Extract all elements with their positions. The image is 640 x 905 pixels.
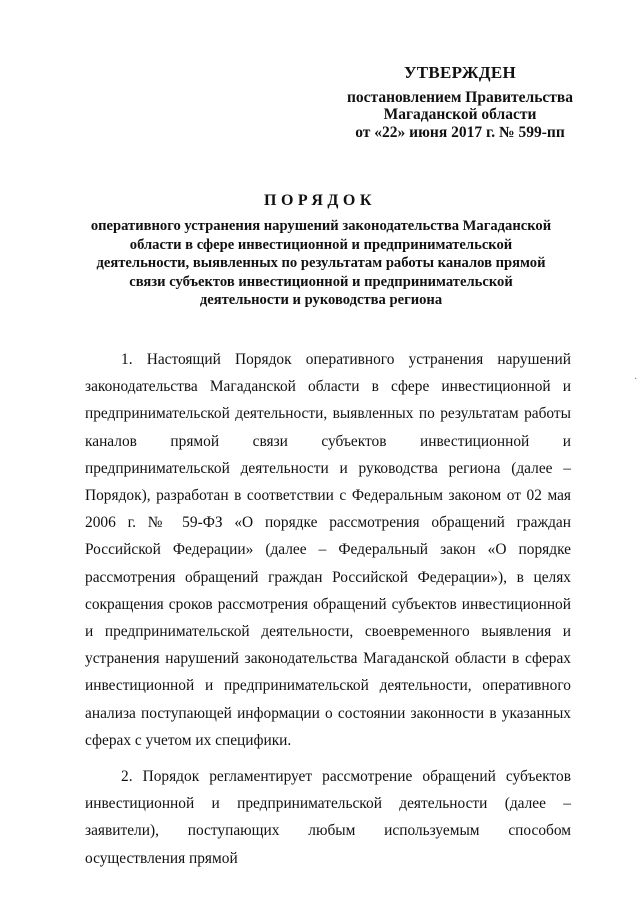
document-subtitle: [86, 217, 556, 310]
document-body: [85, 346, 571, 881]
paragraph-1: 1. Настоящий Порядок оперативного устранения нарушений законодательства Магаданской области в сфере инвестиционной и предпринимательской деятельности, выявленных по результатам работы каналов прямой связи субъектов инвестиционной и предпринимательской деятельности и руководства региона (далее – Порядок), разработан в соответствии с Федеральным законом от 02 мая 2006 г. № 59-ФЗ «О порядке рассмотрения обращений граждан Российской Федерации» (далее – Федеральный закон «О порядке рассмотрения обращений граждан Российской Федерации»), в целях сокращения сроков рассмотрения обращений субъектов инвестиционной и предпринимательской деятельности, своевременного выявления и устранения нарушений законодательства Магаданской области в сферах инвестиционной и предпринимательской деятельности, оперативного анализа поступающей информации о состоянии законности в указанных сферах с учетом их специфики.: [85, 351, 571, 749]
document-title: ПОРЯДОК: [264, 192, 376, 209]
subtitle-line: деятельности, выявленных по результатам работы каналов прямой: [96, 255, 546, 272]
approval-stamp: [340, 64, 580, 141]
subtitle-line: деятельности и руководства региона: [199, 292, 443, 309]
subtitle-line: области в сфере инвестиционной и предпринимательской: [129, 236, 513, 253]
approval-line: от «22» июня 2017 г. № 599-пп: [355, 123, 565, 141]
subtitle-line: оперативного устранения нарушений законодательства Магаданской: [90, 218, 552, 234]
approval-line: постановлением Правительства: [346, 88, 574, 106]
subtitle-line: связи субъектов инвестиционной и предпринимательской: [129, 273, 513, 290]
approval-title: УТВЕРЖДЕН: [403, 63, 517, 82]
approval-line: Магаданской области: [383, 106, 537, 123]
margin-mark: ·: [634, 374, 638, 385]
paragraph-2: 2. Порядок регламентирует рассмотрение обращений субъектов инвестиционной и предпринимательской деятельности (далее – заявители), поступающих любым используемым способом осуществления прямой: [85, 768, 571, 867]
